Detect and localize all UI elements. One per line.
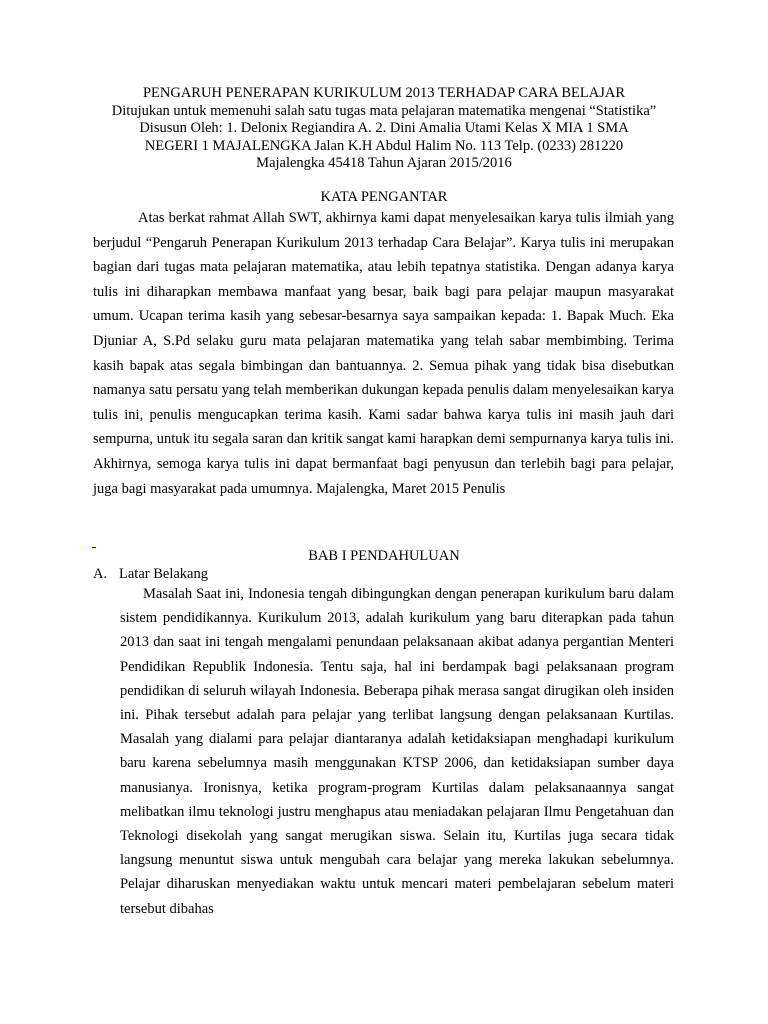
kata-pengantar-paragraph: Atas berkat rahmat Allah SWT, akhirnya kami dapat menyelesaikan karya tulis ilmiah yang berjudul “Pengaruh Penerapan Kurikulum 2013 terhadap Cara Belajar”. Karya tulis ini merupakan bagian dari tugas mata pelajaran matematika, atau lebih tepatnya statistika. Dengan adanya karya tulis ini diharapkan membawa manfaat yang besar, baik bagi para pelajar maupun masyarakat umum. Ucapan terima kasih yang sebesar-besarnya saya sampaikan kepada: 1. Bapak Much. Eka Djuniar A, S.Pd selaku guru mata pelajaran matematika yang telah sabar membimbing. Terima kasih bapak atas segala bimbingan dan bantuannya. 2. Semua pihak yang tidak bisa disebutkan namanya satu persatu yang telah memberikan dukungan kepada penulis dalam menyelesaikan karya tulis ini, penulis mengucapkan terima kasih. Kami sadar bahwa karya tulis ini masih jauh dari sempurna, untuk itu segala saran dan kritik sangat kami harapkan demi sempurnanya karya tulis ini. Akhirnya, semoga karya tulis ini dapat bermanfaat bagi penyusun dan terlebih bagi para pelajar, juga bagi masyarakat pada umumnya. Majalengka, Maret 2015 Penulis	[93, 210, 674, 497]
document-header	[90, 85, 678, 173]
section-title: Latar Belakang	[119, 566, 208, 582]
header-purpose-line: Ditujukan untuk memenuhi salah satu tugas mata pelajaran matematika mengenai “Statistika”	[111, 102, 657, 119]
latar-belakang-paragraph: Masalah Saat ini, Indonesia tengah dibingungkan dengan penerapan kurikulum baru dalam sistem pendidikannya. Kurikulum 2013, adalah kurikulum yang baru diterapkan pada tahun 2013 dan saat ini tengah mengalami penundaan pelaksanaan akibat adanya pergantian Menteri Pendidikan Republik Indonesia. Tentu saja, hal ini berdampak bagi pelaksanaan program pendidikan di seluruh wilayah Indonesia. Beberapa pihak merasa sangat dirugikan oleh insiden ini. Pihak tersebut adalah para pelajar yang terlibat langsung dengan pelaksanaan Kurtilas. Masalah yang dialami para pelajar diantaranya adalah ketidaksiapan menghadapi kurikulum baru karena sebelumnya masih menggunakan KTSP 2006, dan ketidaksiapan sumber daya manusianya. Ironisnya, ketika program-program Kurtilas dalam pelaksanaannya sangat melibatkan ilmu teknologi justru menghapus atau meniadakan pelajaran Ilmu Pengetahuan dan Teknologi disekolah yang sangat merugikan siswa. Selain itu, Kurtilas juga secara tidak langsung menuntut siswa untuk mengubah cara belajar yang mereka lakukan sebelumnya. Pelajar diharuskan menyediakan waktu untuk mencari materi pembelajaran sebelum materi tersebut dibahas	[120, 586, 674, 917]
document-title: PENGARUH PENERAPAN KURIKULUM 2013 TERHADAP CARA BELAJAR	[142, 85, 626, 101]
header-school-line: NEGERI 1 MAJALENGKA Jalan K.H Abdul Halim No. 113 Telp. (0233) 281220	[144, 137, 624, 154]
bab-heading: BAB I PENDAHULUAN	[308, 548, 460, 564]
section-number: A.	[93, 566, 108, 582]
header-authors-line: Disusun Oleh: 1. Delonix Regiandira A. 2. Dini Amalia Utami Kelas X MIA 1 SMA	[139, 120, 629, 136]
header-year-line: Majalengka 45418 Tahun Ajaran 2015/2016	[256, 155, 512, 171]
hyperlink-mark[interactable]	[92, 537, 96, 548]
section-heading	[93, 566, 208, 583]
kata-pengantar-heading: KATA PENGANTAR	[320, 189, 448, 205]
